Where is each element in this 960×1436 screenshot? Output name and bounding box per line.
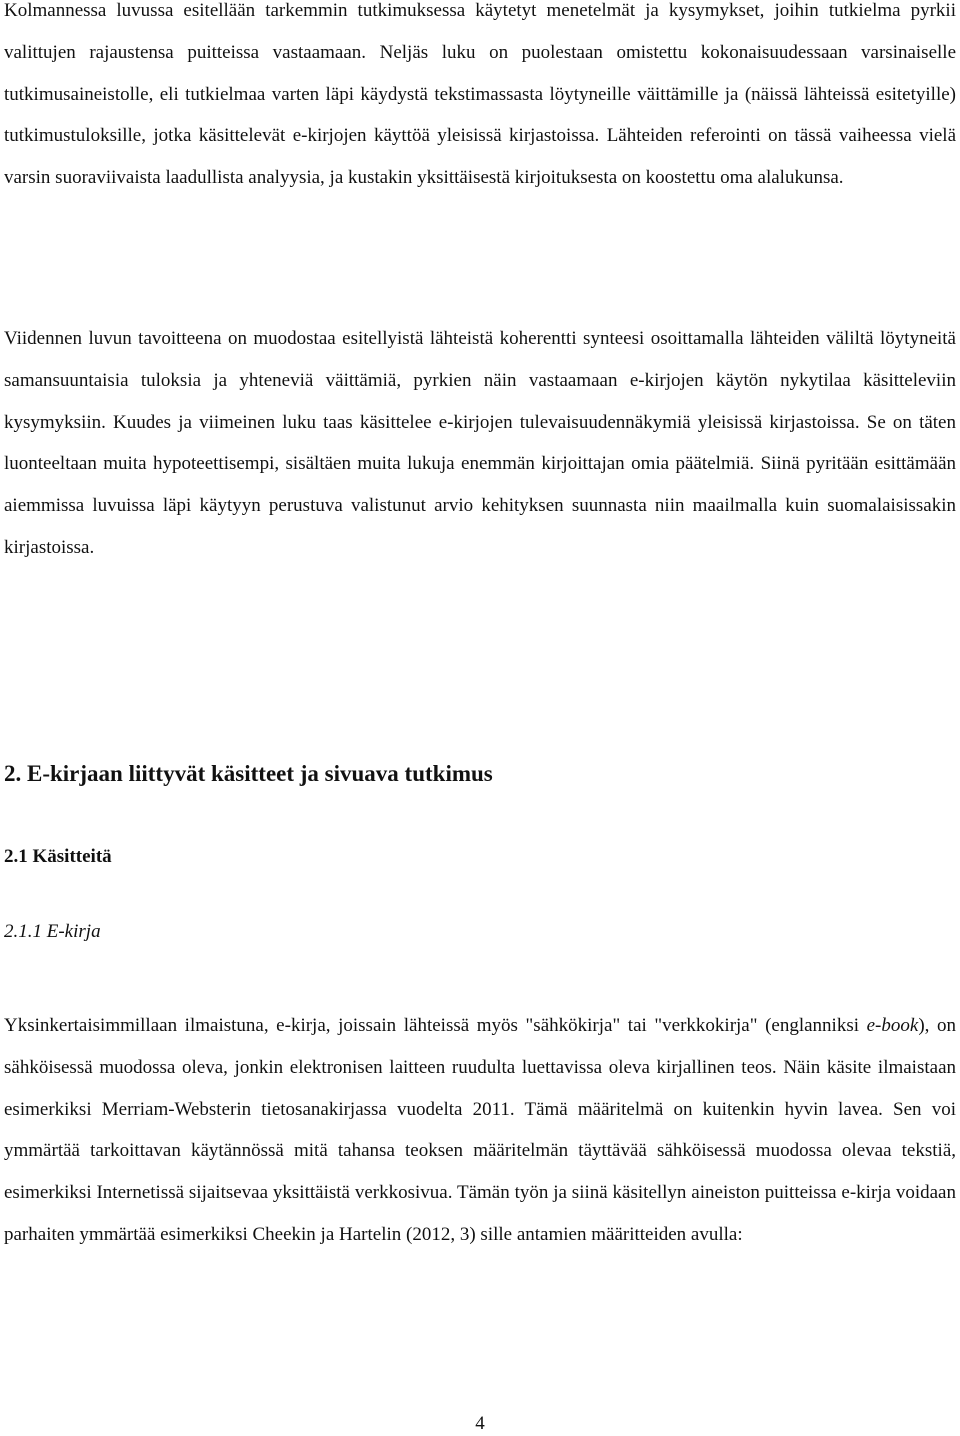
section-heading: 2.1 Käsitteitä [4, 846, 112, 867]
fifth-chapter-paragraph: Viidennen luvun tavoitteena on muodostaa esitellyistä lähteistä koherentti synteesi osoittamalla lähteiden väliltä löytyneitä samansuuntaisia tuloksia ja yhteneviä väittämiä, pyrkien näin vastaamaan e-kirjojen käytön nykytilaa käsitteleviin kysymyksiin. Kuudes ja viimeinen luku taas käsittelee e-kirjojen tulevaisuudennäkymiä yleisissä kirjastoissa. Se on täten luonteeltaan muita hypoteettisempi, sisältäen muita lukuja enemmän kirjoittajan omia päätelmiä. Siinä pyritään esittämään aiemmissa luvuissa läpi käytyyn perustuva valistunut arvio kehityksen suunnasta niin maailmalla kuin suomalaisissakin kirjastoissa. [4, 328, 956, 558]
page-number: 4 [475, 1413, 485, 1434]
intro-paragraph: Kolmannessa luvussa esitellään tarkemmin tutkimuksessa käytetyt menetelmät ja kysymykset, joihin tutkielma pyrkii valittujen rajaustensa puitteissa vastaamaan. Neljäs luku on puolestaan omistettu kokonaisuudessaan varsinaiselle tutkimusaineistolle, eli tutkielmaa varten läpi käydystä tekstimassasta löytyneille väittämille ja (näissä lähteissä esitetyille) tutkimustuloksille, jotka käsittelevät e-kirjojen käyttöä yleisissä kirjastoissa. Lähteiden referointi on tässä vaiheessa vielä varsin suoraviivaista laadullista analyysia, ja kustakin yksittäisestä kirjoituksesta on koostettu oma alalukunsa. [4, 0, 956, 189]
ekirja-definition-paragraph [4, 1005, 956, 1256]
ekirja-text-start: Yksinkertaisimmillaan ilmaistuna, e-kirja, joissain lähteissä myös "sähkökirja" tai "verkkokirja" (englanniksi [4, 1015, 867, 1036]
subsection-heading: 2.1.1 E-kirja [4, 921, 101, 942]
document-page [4, 0, 956, 1436]
ekirja-text-end: ), on sähköisessä muodossa oleva, jonkin elektronisen laitteen ruudulta luettavissa oleva kirjallinen teos. Näin käsite ilmaistaan esimerkiksi Merriam-Websterin tietosanakirjassa vuodelta 2011. Tämä määritelmä on kuitenkin hyvin lavea. Sen voi ymmärtää tarkoittavan käytännössä mitä tahansa teoksen määritelmän täyttävää sähköisessä muodossa olevaa tekstiä, esimerkiksi Internetissä sijaitsevaa yksittäistä verkkosivua. Tämän työn ja siinä käsitellyn aineiston puitteissa e-kirja voidaan parhaiten ymmärtää esimerkiksi Cheekin ja Hartelin (2012, 3) sille antamien määritteiden avulla: [4, 1015, 956, 1245]
chapter-heading: 2. E-kirjaan liittyvät käsitteet ja sivuava tutkimus [4, 761, 493, 786]
ebook-term: e-book [866, 1015, 919, 1036]
